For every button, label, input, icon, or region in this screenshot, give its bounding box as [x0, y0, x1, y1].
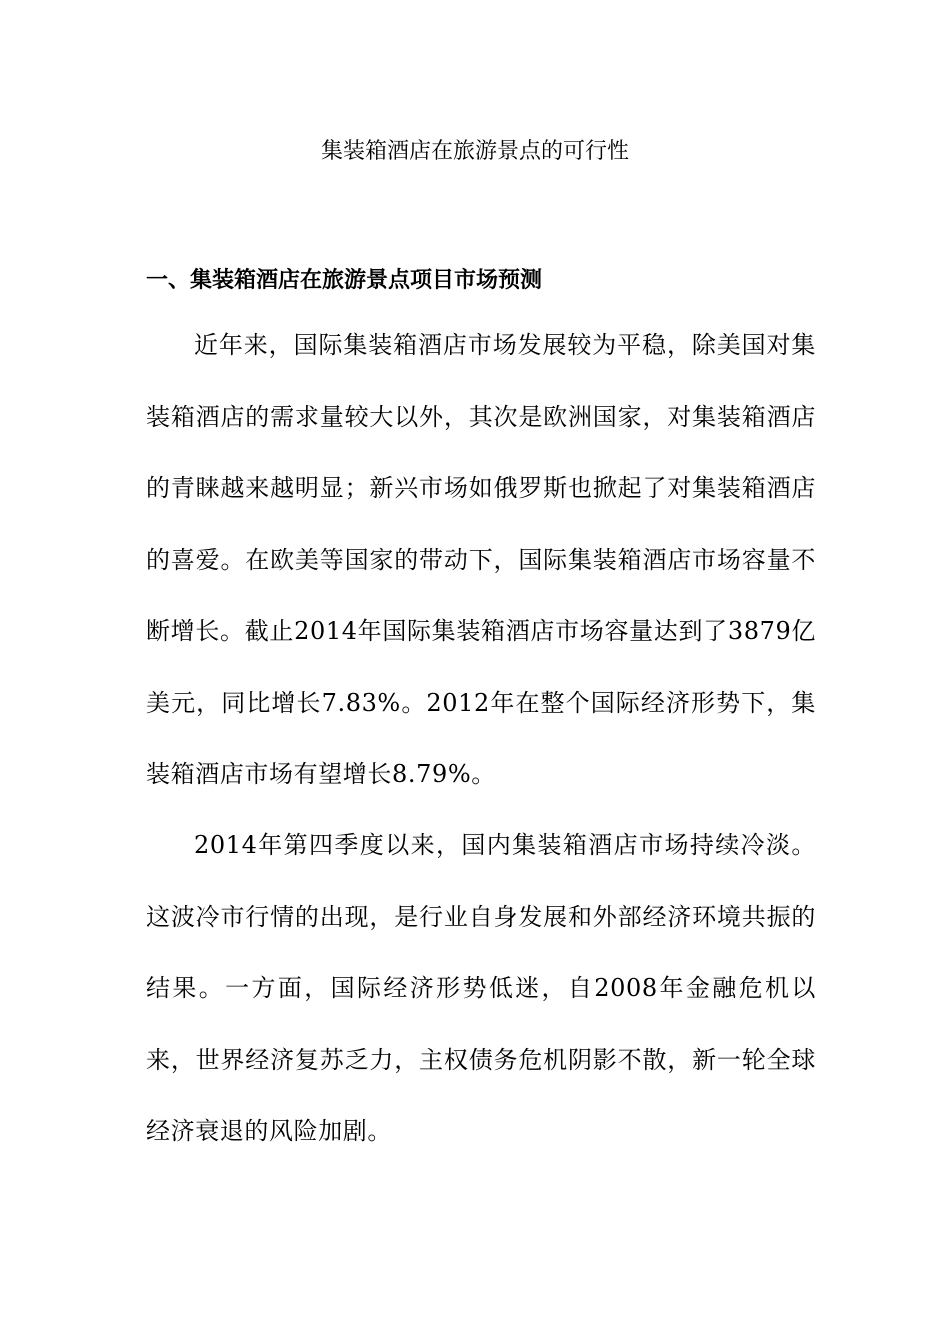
body-paragraph-1: 近年来，国际集装箱酒店市场发展较为平稳，除美国对集装箱酒店的需求量较大以外，其次是欧洲国家，对集装箱酒店的青睐越来越明显；新兴市场如俄罗斯也掀起了对集装箱酒店的喜爱。在欧美等国家的带动下，国际集装箱酒店市场容量不断增长。截止2014年国际集装箱酒店市场容量达到了3879亿美元，同比增长7.83%。2012年在整个国际经济形势下，集装箱酒店市场有望增长8.79%。 — [146, 331, 816, 788]
section-heading: 一、集装箱酒店在旅游景点项目市场预测 — [146, 268, 543, 293]
document-title: 集装箱酒店在旅游景点的可行性 — [320, 139, 629, 164]
body-paragraph-2: 2014年第四季度以来，国内集装箱酒店市场持续冷淡。这波冷市行情的出现，是行业自身发展和外部经济环境共振的结果。一方面，国际经济形势低迷，自2008年金融危机以来，世界经济复苏乏力，主权债务危机阴影不散，新一轮全球经济衰退的风险加剧。 — [146, 831, 816, 1145]
